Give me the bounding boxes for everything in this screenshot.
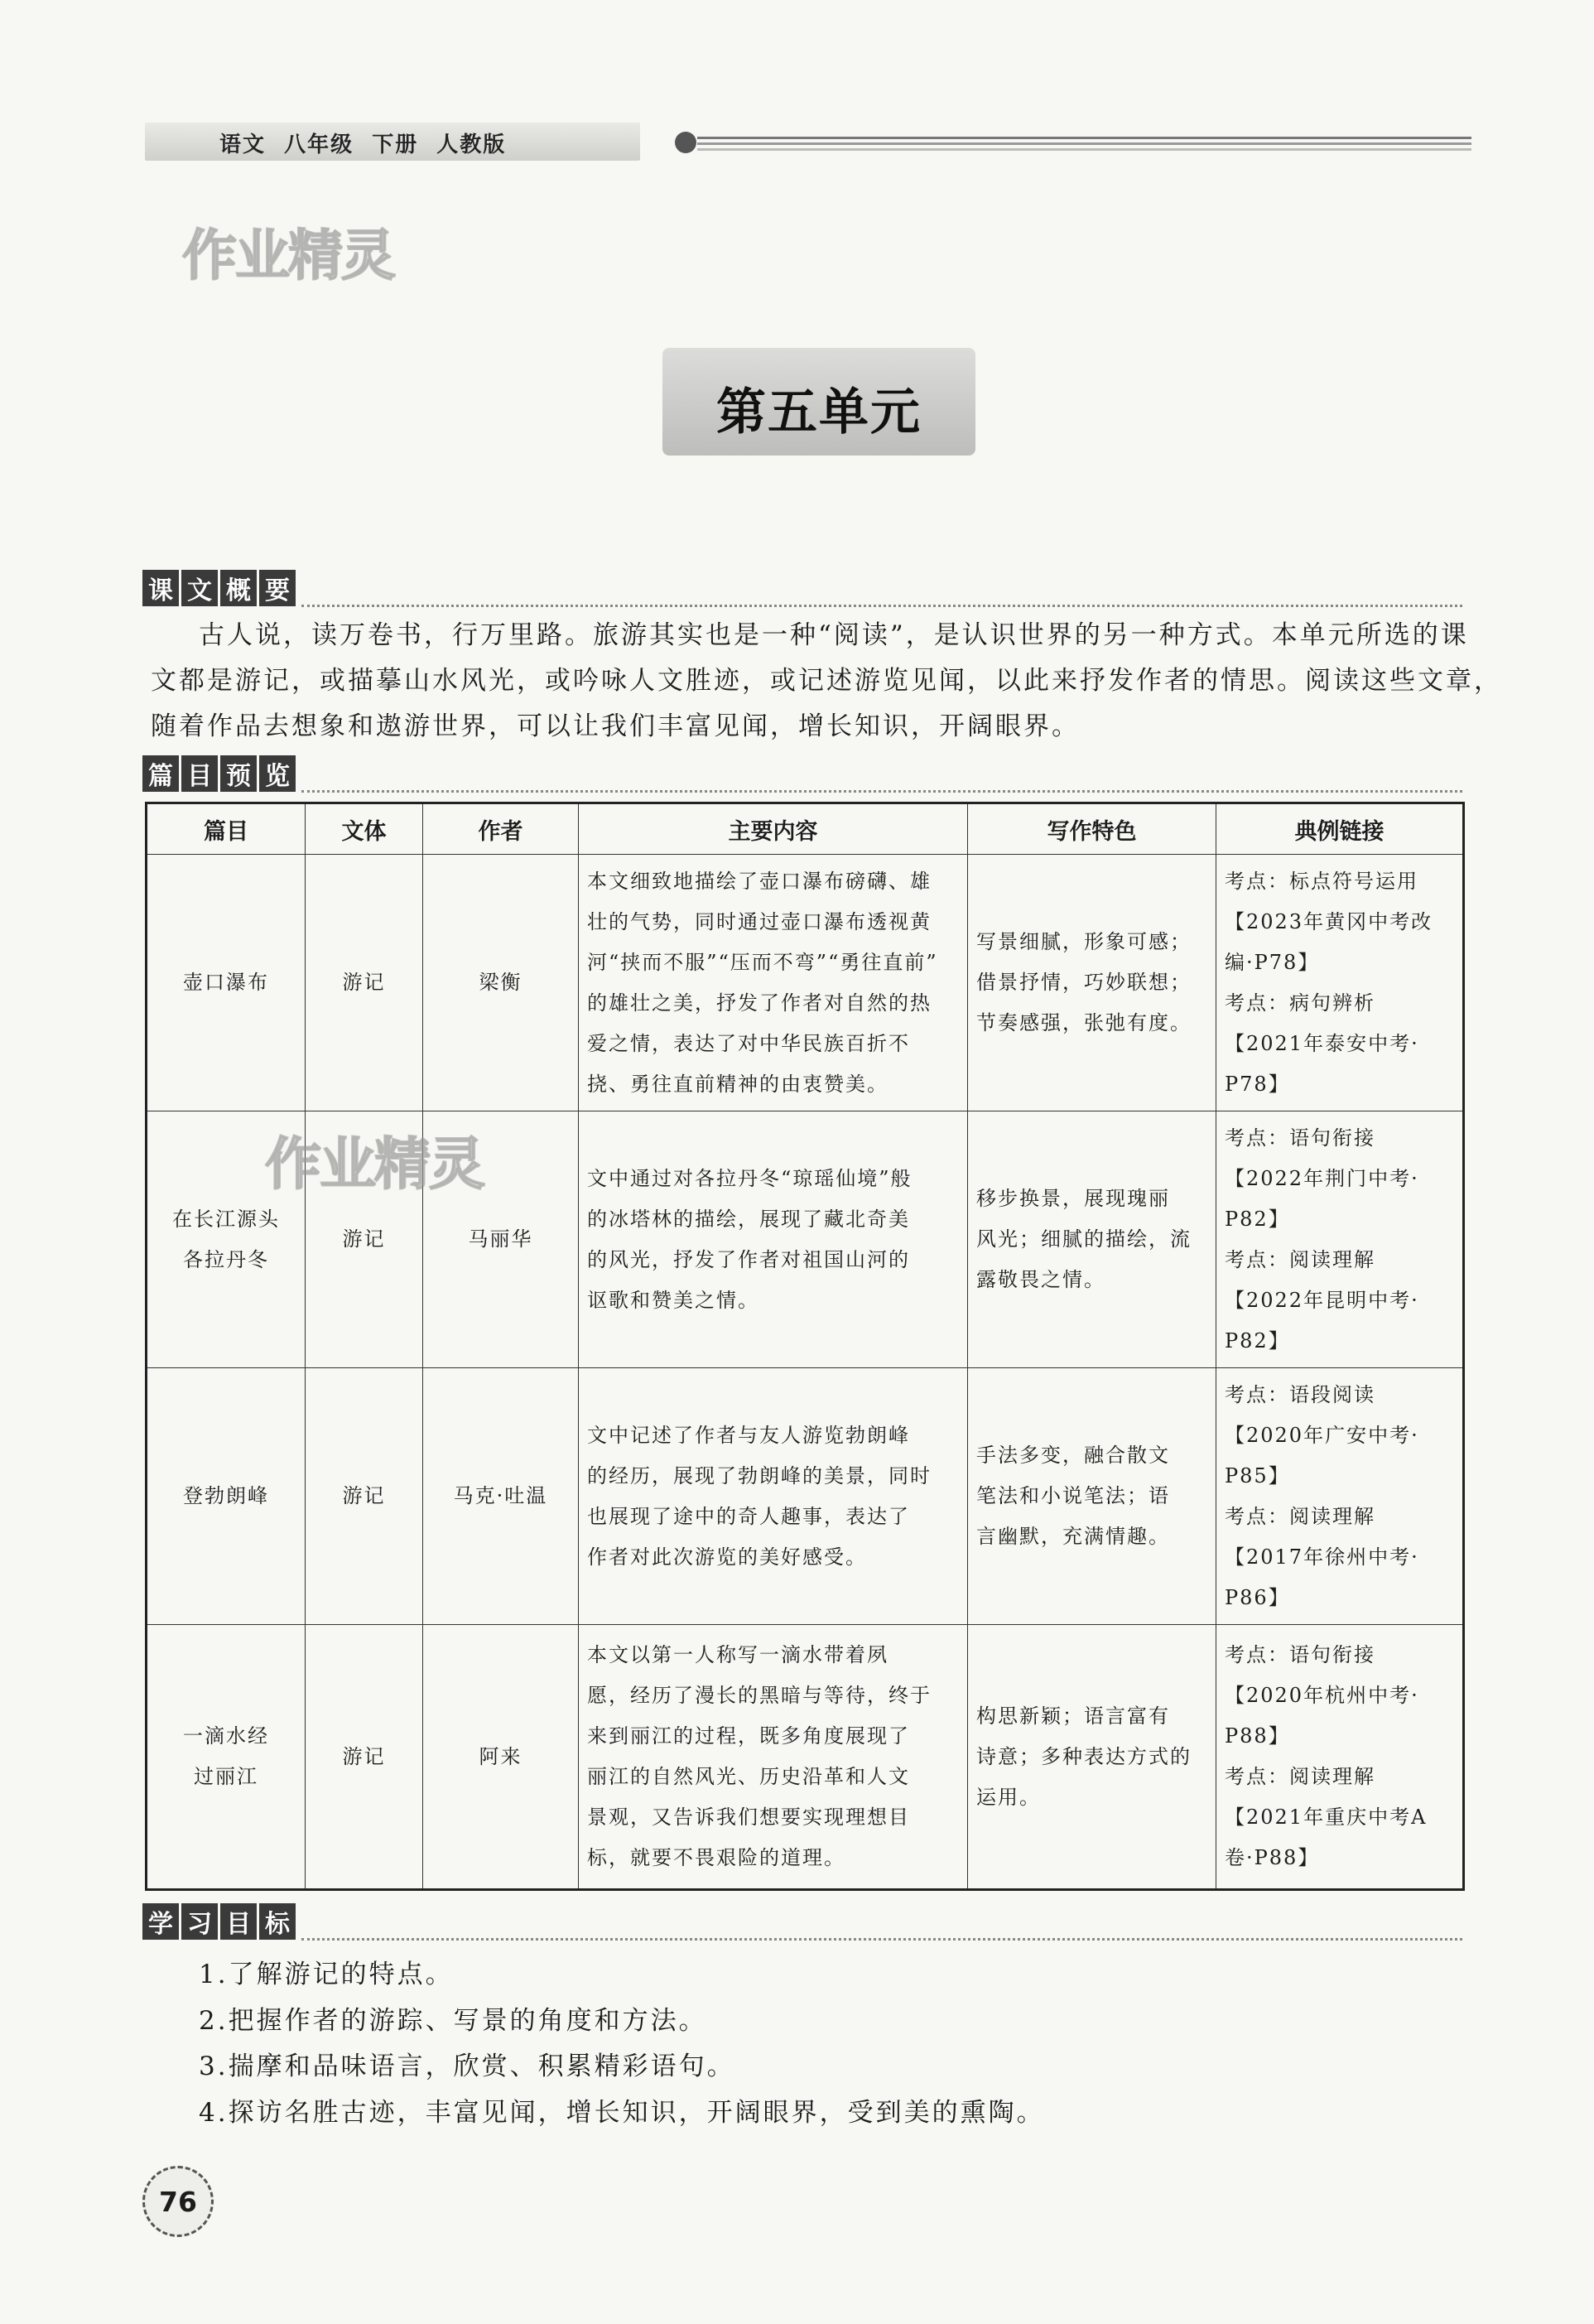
col-header: 主要内容 [579, 803, 968, 855]
work-title: 在长江源头 各拉丹冬 [147, 1111, 306, 1368]
col-header: 写作特色 [968, 803, 1216, 855]
overview-line: 文都是游记，或描摹山水风光，或吟咏人文胜迹，或记述游览见闻，以此来抒发作者的情思。阅读这些文章， [151, 666, 1502, 696]
goal-item: 3.揣摩和品味语言，欣赏、积累精彩语句。 [199, 2052, 735, 2081]
author: 马克·吐温 [423, 1368, 579, 1625]
section-label-goals: 学 习 目 标 [142, 1903, 298, 1940]
page-number: 76 [142, 2166, 214, 2237]
col-header: 篇目 [147, 803, 306, 855]
main-content: 本文细致地描绘了壶口瀑布磅礴、雄 壮的气势，同时通过壶口瀑布透视黄 河“挟而不服”“压而不弯”“勇往直前” 的雄壮之美，抒发了作者对自然的热 爱之情，表达了对中华民族百折不 挠、勇往直前精神的由衷赞美。 [579, 855, 968, 1111]
author: 梁衡 [423, 855, 579, 1111]
work-title: 壶口瀑布 [147, 855, 306, 1111]
book-info: 语文 八年级 下册 人教版 [219, 133, 507, 157]
col-header: 文体 [306, 803, 423, 855]
genre: 游记 [306, 1111, 423, 1368]
works-table [145, 802, 1465, 1891]
table-row [147, 855, 1464, 1111]
watermark: 作业精灵 [265, 1132, 484, 1198]
goal-item: 2.把握作者的游踪、写景的角度和方法。 [199, 2006, 707, 2036]
work-title: 登勃朗峰 [147, 1368, 306, 1625]
genre: 游记 [306, 855, 423, 1111]
table-row [147, 1368, 1464, 1625]
unit-title-box [662, 348, 975, 456]
writing-features: 移步换景，展现瑰丽 风光；细腻的描绘，流 露敬畏之情。 [968, 1111, 1216, 1368]
main-content: 文中记述了作者与友人游览勃朗峰 的经历，展现了勃朗峰的美景，同时 也展现了途中的奇人趣事，表达了 作者对此次游览的美好感受。 [579, 1368, 968, 1625]
main-content: 本文以第一人称写一滴水带着夙 愿，经历了漫长的黑暗与等待，终于 来到丽江的过程，既多角度展现了 丽江的自然风光、历史沿革和人文 景观，又告诉我们想要实现理想目 标，就要不畏艰险的道理。 [579, 1625, 968, 1890]
overview-line: 随着作品去想象和遨游世界，可以让我们丰富见闻，增长知识，开阔眼界。 [151, 711, 1080, 741]
section-label-overview: 课 文 概 要 [142, 570, 298, 606]
example-links: 考点：语句衔接 【2022年荆门中考· P82】 考点：阅读理解 【2022年昆明中考· P82】 [1216, 1111, 1464, 1368]
table-header-row [147, 803, 1464, 855]
goal-item: 1.了解游记的特点。 [199, 1960, 454, 1989]
genre: 游记 [306, 1625, 423, 1890]
genre: 游记 [306, 1368, 423, 1625]
writing-features: 写景细腻，形象可感； 借景抒情，巧妙联想； 节奏感强，张弛有度。 [968, 855, 1216, 1111]
goal-item: 4.探访名胜古迹，丰富见闻，增长知识，开阔眼界，受到美的熏陶。 [199, 2098, 1045, 2128]
writing-features: 手法多变，融合散文 笔法和小说笔法；语 言幽默，充满情趣。 [968, 1368, 1216, 1625]
main-content: 文中通过对各拉丹冬“琼瑶仙境”般 的冰塔林的描绘，展现了藏北奇美 的风光，抒发了作者对祖国山河的 讴歌和赞美之情。 [579, 1111, 968, 1368]
unit-title: 第五单元 [716, 383, 922, 441]
section-divider [301, 790, 1462, 793]
header-line [697, 142, 1471, 145]
section-divider [301, 1938, 1462, 1941]
author: 马丽华 [423, 1111, 579, 1368]
work-title: 一滴水经 过丽江 [147, 1625, 306, 1890]
section-label-preview: 篇 目 预 览 [142, 755, 298, 792]
author: 阿来 [423, 1625, 579, 1890]
col-header: 作者 [423, 803, 579, 855]
overview-line: 古人说，读万卷书，行万里路。旅游其实也是一种“阅读”，是认识世界的另一种方式。本单元所选的课 [199, 620, 1469, 650]
table-row [147, 1625, 1464, 1890]
header-line [697, 137, 1471, 139]
example-links: 考点：语句衔接 【2020年杭州中考· P88】 考点：阅读理解 【2021年重庆中考A 卷·P88】 [1216, 1625, 1464, 1890]
example-links: 考点：语段阅读 【2020年广安中考· P85】 考点：阅读理解 【2017年徐州中考· P86】 [1216, 1368, 1464, 1625]
header-line [697, 148, 1471, 151]
section-divider [301, 605, 1462, 607]
example-links: 考点：标点符号运用 【2023年黄冈中考改 编·P78】 考点：病句辨析 【2021年泰安中考· P78】 [1216, 855, 1464, 1111]
header-dot-icon [675, 132, 696, 153]
watermark: 作业精灵 [182, 224, 394, 287]
col-header: 典例链接 [1216, 803, 1464, 855]
writing-features: 构思新颖；语言富有 诗意；多种表达方式的 运用。 [968, 1625, 1216, 1890]
